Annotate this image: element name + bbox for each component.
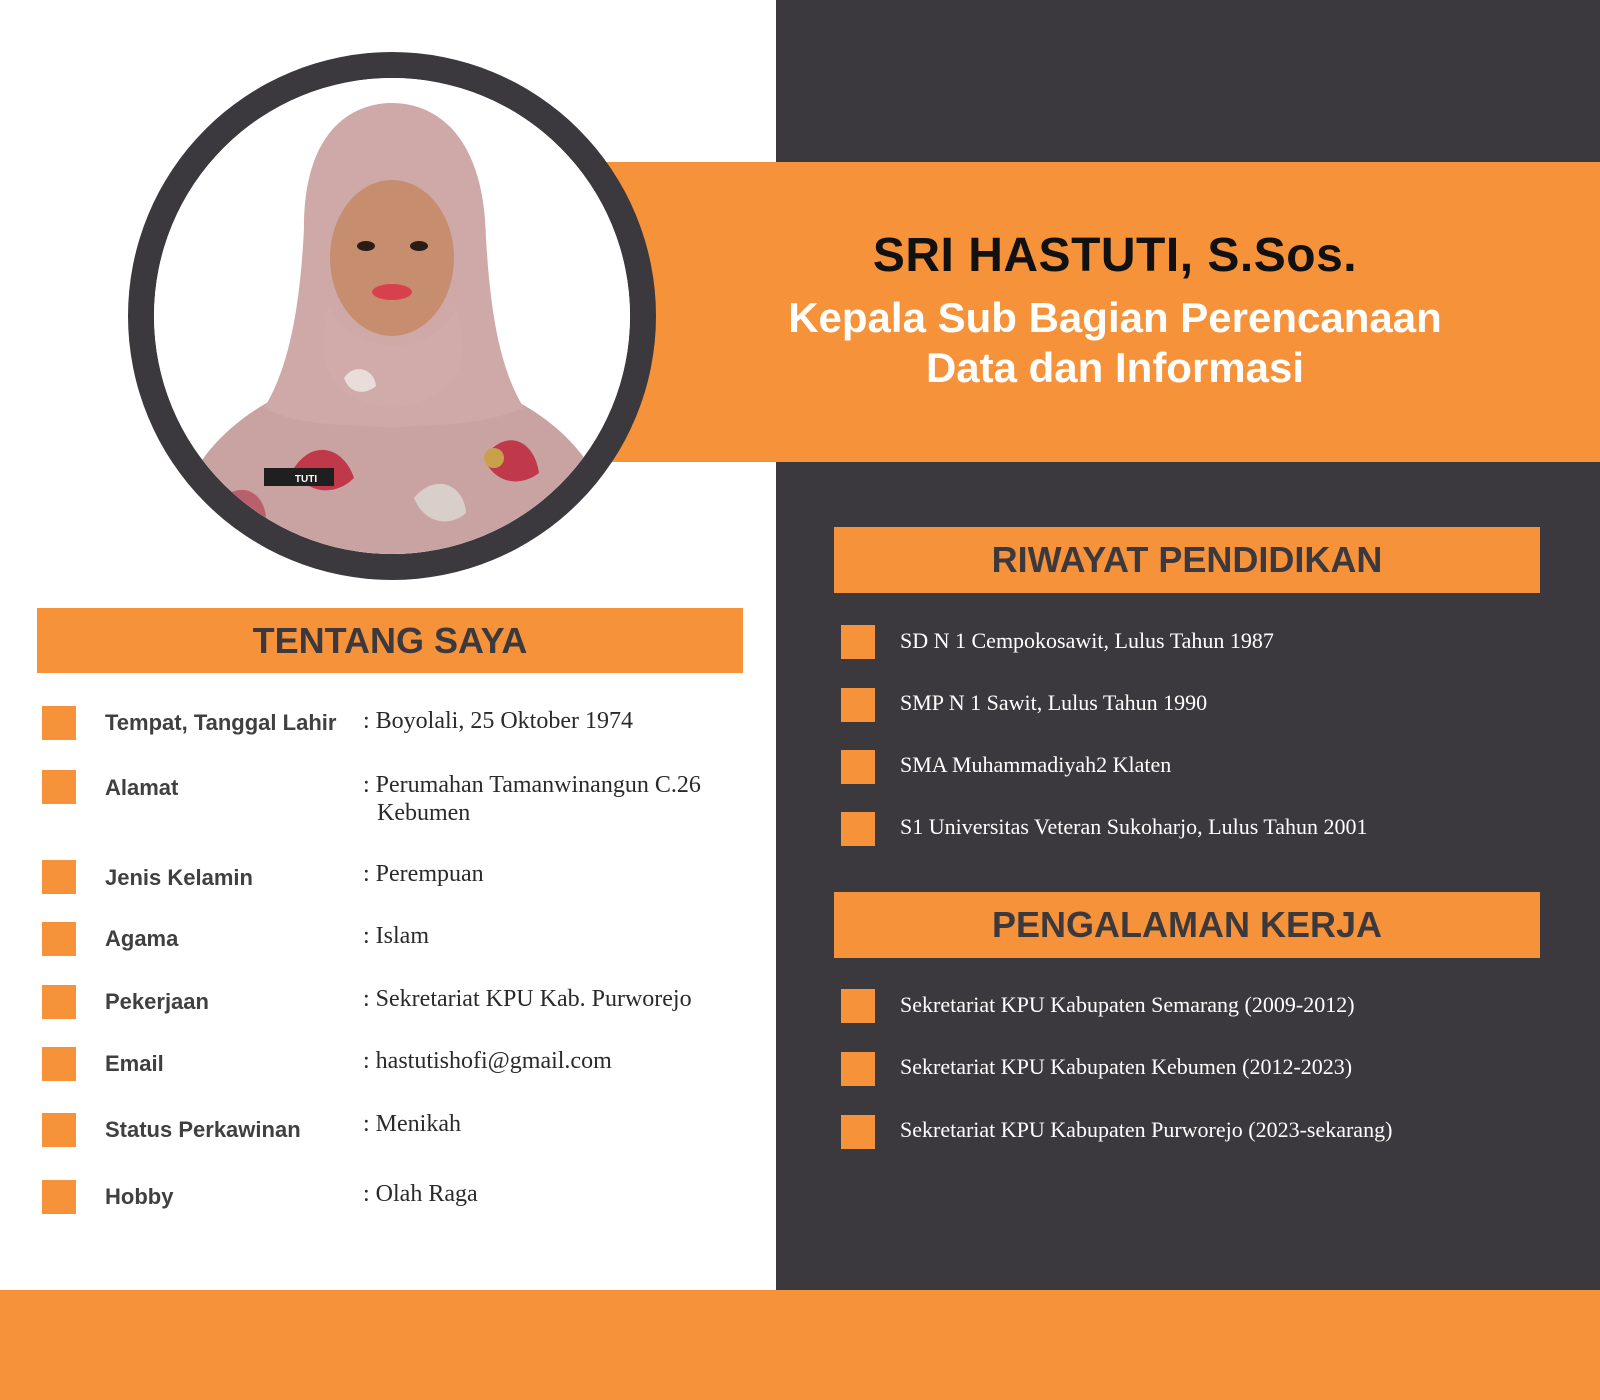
- about-bullet-icon: [42, 985, 76, 1019]
- field-value-religion-text: Islam: [375, 923, 429, 949]
- job-title-line-2: Data dan Informasi: [925, 344, 1305, 391]
- field-label-birth: Tempat, Tanggal Lahir: [105, 710, 337, 735]
- education-bullet-icon: [841, 688, 875, 722]
- about-bullet-icon: [42, 1180, 76, 1214]
- field-label-religion: Agama: [105, 926, 179, 951]
- job-title-line-1: Kepala Sub Bagian Perencanaan: [788, 294, 1442, 341]
- field-label-address: Alamat: [105, 775, 179, 800]
- work-item: Sekretariat KPU Kabupaten Semarang (2009-2012): [900, 992, 1355, 1017]
- field-label-marital: Status Perkawinan: [105, 1117, 301, 1142]
- education-item: SD N 1 Cempokosawit, Lulus Tahun 1987: [900, 628, 1274, 653]
- about-bullet-icon: [42, 860, 76, 894]
- work-item: Sekretariat KPU Kabupaten Purworejo (2023-sekarang): [900, 1117, 1393, 1142]
- field-value-email-text: hastutishofi@gmail.com: [375, 1048, 612, 1074]
- field-value-marital-text: Menikah: [375, 1111, 461, 1137]
- profile-photo: [154, 78, 630, 554]
- field-value-hobby-text: Olah Raga: [375, 1181, 478, 1207]
- field-value-occupation-text: Sekretariat KPU Kab. Purworejo: [375, 986, 692, 1012]
- field-value-gender-text: Perempuan: [375, 861, 484, 887]
- field-value-email: : hastutishofi@gmail.com: [363, 1048, 612, 1074]
- about-bullet-icon: [42, 1113, 76, 1147]
- field-value-birth-text: Boyolali, 25 Oktober 1974: [375, 708, 633, 734]
- field-value-religion: : Islam: [363, 923, 429, 949]
- field-label-email: Email: [105, 1051, 164, 1076]
- field-value-hobby: : Olah Raga: [363, 1181, 478, 1207]
- work-bullet-icon: [841, 1052, 875, 1086]
- field-value-address: : Perumahan Tamanwinangun C.26 Kebumen: [363, 771, 763, 827]
- education-item: SMP N 1 Sawit, Lulus Tahun 1990: [900, 690, 1208, 715]
- education-bullet-icon: [841, 625, 875, 659]
- field-label-hobby: Hobby: [105, 1184, 174, 1209]
- about-heading: TENTANG SAYA: [37, 608, 743, 673]
- name-badge-text: TUTI: [294, 474, 318, 485]
- field-value-occupation: : Sekretariat KPU Kab. Purworejo: [363, 986, 692, 1012]
- work-heading: PENGALAMAN KERJA: [834, 892, 1540, 958]
- job-title: [710, 293, 1520, 393]
- person-name: SRI HASTUTI, S.Sos.: [872, 229, 1358, 282]
- about-bullet-icon: [42, 922, 76, 956]
- title-block: [710, 162, 1520, 462]
- field-value-address-line-2: Kebumen: [377, 800, 471, 826]
- education-bullet-icon: [841, 812, 875, 846]
- field-label-occupation: Pekerjaan: [105, 989, 209, 1014]
- about-bullet-icon: [42, 1047, 76, 1081]
- field-value-marital: : Menikah: [363, 1111, 461, 1137]
- field-value-birth: : Boyolali, 25 Oktober 1974: [363, 708, 633, 734]
- field-value-address-line-1: Perumahan Tamanwinangun C.26: [375, 772, 701, 798]
- about-bullet-icon: [42, 770, 76, 804]
- education-heading: RIWAYAT PENDIDIKAN: [834, 527, 1540, 593]
- education-item: S1 Universitas Veteran Sukoharjo, Lulus Tahun 2001: [900, 814, 1368, 839]
- work-bullet-icon: [841, 989, 875, 1023]
- education-bullet-icon: [841, 750, 875, 784]
- work-bullet-icon: [841, 1115, 875, 1149]
- field-label-gender: Jenis Kelamin: [105, 865, 253, 890]
- education-item: SMA Muhammadiyah2 Klaten: [900, 752, 1172, 777]
- footer-band: [0, 1290, 1600, 1400]
- work-item: Sekretariat KPU Kabupaten Kebumen (2012-2023): [900, 1054, 1353, 1079]
- about-bullet-icon: [42, 706, 76, 740]
- field-value-gender: : Perempuan: [363, 861, 484, 887]
